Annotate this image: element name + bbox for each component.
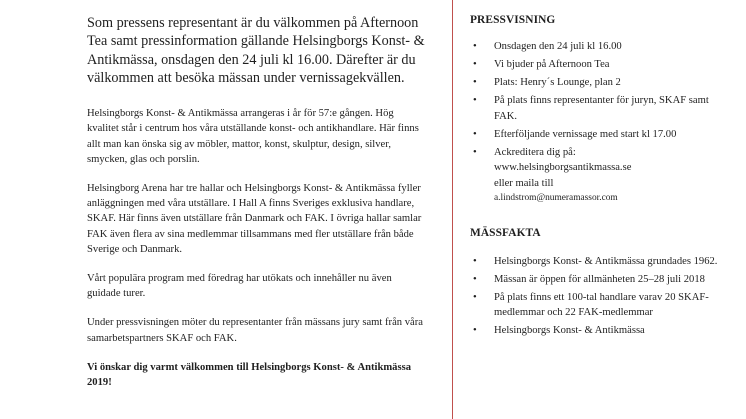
- press-item-vernissage: • Efterföljande vernissage med start kl 17.00: [470, 127, 720, 143]
- facts-list: [470, 254, 720, 339]
- accreditation-website-link[interactable]: www.helsingborgsantikmassa.se: [494, 162, 632, 173]
- press-list: [470, 39, 720, 207]
- facts-item-dealers: • På plats finns ett 100-tal handlare varav 20 SKAF-medlemmar och 22 FAK-medlemmar: [470, 290, 720, 321]
- body-paragraph-2: Helsingborg Arena har tre hallar och Helsingborgs Konst- & Antikmässa fyller anläggningen med våra utställare. I Hall A finns Sveriges exklusiva handlare, SKAF. Här finns även utställare från Danmark och FAK. I övriga hallar samlar FAK även flera av sina medlemmar tillsammans med fler utställare från både Sverige och Danmark.: [87, 183, 422, 255]
- closing-statement: Vi önskar dig varmt välkommen till Helsingborgs Konst- & Antikmässa 2019!: [87, 361, 412, 389]
- column-divider: [452, 0, 453, 419]
- press-item-location: • Plats: Henry´s Lounge, plan 2: [470, 75, 720, 91]
- facts-section-title: MÄSSFAKTA: [470, 226, 541, 239]
- facts-item-cutoff: • Helsingborgs Konst- & Antikmässa: [470, 323, 720, 339]
- accreditation-label: • Ackreditera dig på:: [494, 146, 576, 158]
- press-item-representatives: • På plats finns representanter för juryn, SKAF samt FAK.: [470, 93, 720, 124]
- press-item-date: • Onsdagen den 24 juli kl 16.00: [470, 39, 720, 55]
- body-paragraph-1: Helsingborgs Konst- & Antikmässa arrangeras i år för 57:e gången. Hög kvalitet står i centrum hos våra utställande konst- och antikhandlare. Här finns allt man kan önska sig av möbler, mattor, konst, skulptur, design, silver, smycken, glas och porslin.: [87, 108, 419, 165]
- press-section-title: PRESSVISNING: [470, 14, 556, 26]
- press-item-tea: • Vi bjuder på Afternoon Tea: [470, 57, 720, 73]
- lead-paragraph: Som pressens representant är du välkommen på Afternoon Tea samt pressinformation gällande Helsingborgs Konst- & Antikmässa, onsdagen den 24 juli kl 16.00. Därefter är du välkommen att besöka mässan under vernissagekvällen.: [87, 15, 425, 86]
- accreditation-email-label: eller maila till: [494, 177, 554, 189]
- accreditation-email-link[interactable]: a.lindstrom@numeramassor.com: [494, 193, 618, 203]
- sidebar: [470, 14, 720, 341]
- facts-item-opening: • Mässan är öppen för allmänheten 25–28 juli 2018: [470, 272, 720, 288]
- press-item-accreditation: [470, 145, 720, 207]
- facts-item-founded: • Helsingborgs Konst- & Antikmässa grundades 1962.: [470, 254, 720, 270]
- main-column: [87, 14, 427, 390]
- body-paragraph-3: Vårt populära program med föredrag har utökats och innehåller nu även guidade turer.: [87, 273, 392, 300]
- body-paragraph-4: Under pressvisningen möter du representanter från mässans jury samt från våra samarbetspartners SKAF och FAK.: [87, 317, 423, 344]
